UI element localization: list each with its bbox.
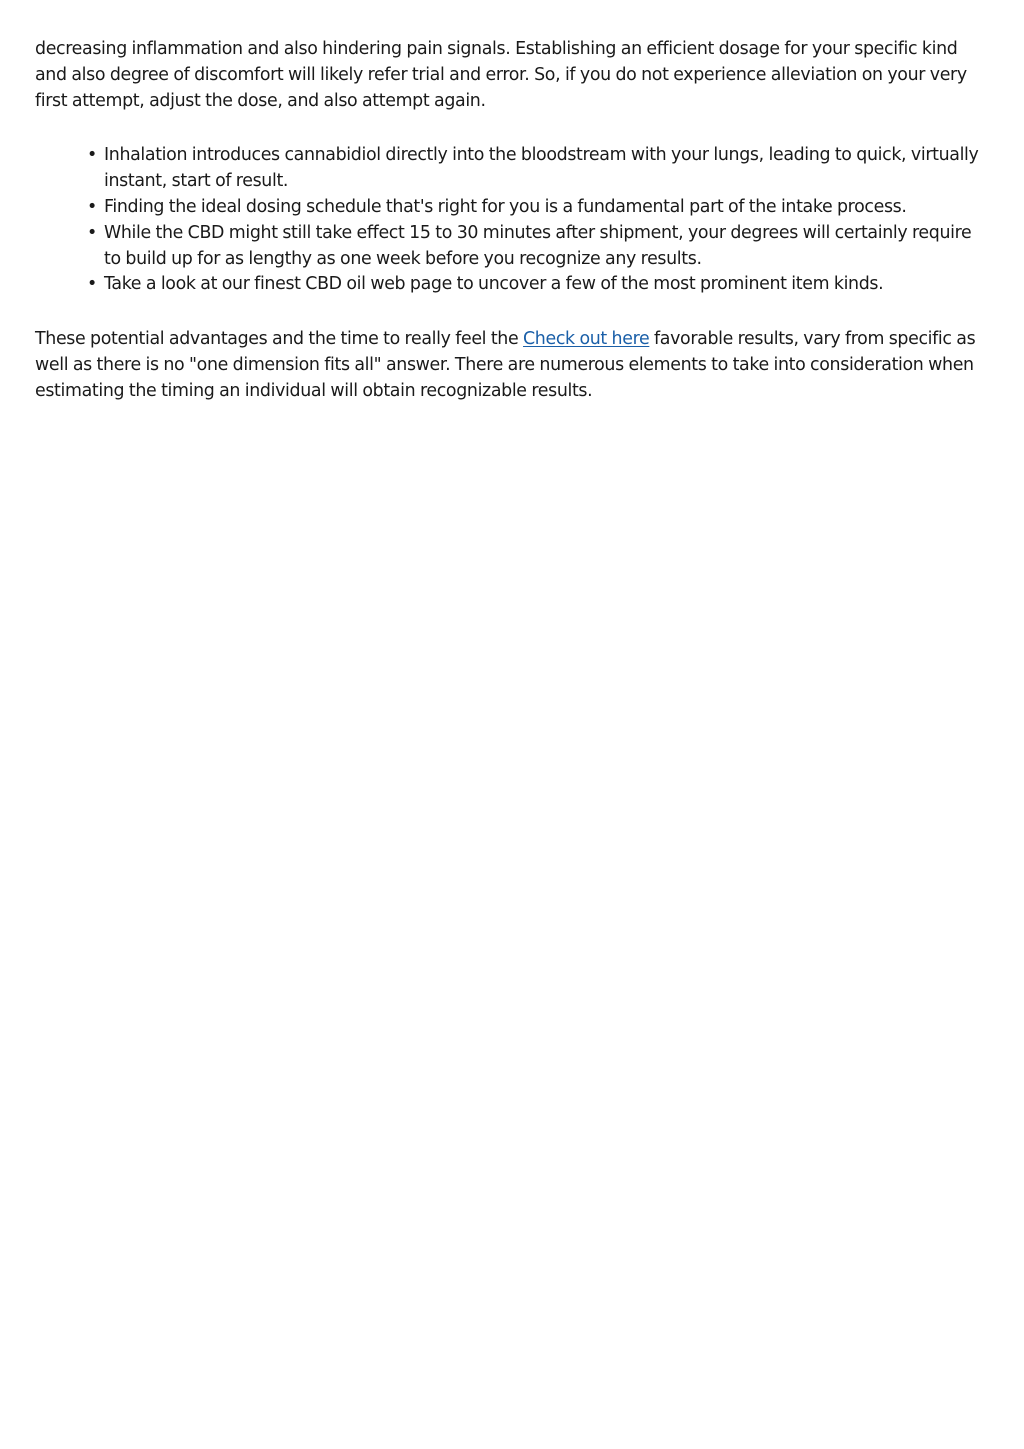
closing-paragraph [35, 327, 985, 404]
bullet-list [35, 143, 985, 298]
closing-text-after-link: favorable results, vary from specific as well as there is no "one dimension fits all" answer. There are numerous elements to take into consideration when estimating the timing an individual will obtain recognizable results. [35, 329, 976, 401]
list-item: • Finding the ideal dosing schedule that's right for you is a fundamental part of the intake process. [104, 195, 985, 221]
intro-paragraph: decreasing inflammation and also hindering pain signals. Establishing an efficient dosage for your specific kind and also degree of discomfort will likely refer trial and error. So, if you do not experience alleviation on your very first attempt, adjust the dose, and also attempt again. [35, 39, 967, 111]
list-item: • Inhalation introduces cannabidiol directly into the bloodstream with your lungs, leading to quick, virtually instant, start of result. [104, 143, 985, 195]
document-page [35, 37, 985, 405]
check-out-here-link[interactable]: Check out here [523, 329, 650, 350]
list-item: • Take a look at our finest CBD oil web page to uncover a few of the most prominent item kinds. [104, 272, 985, 298]
closing-text-before-link: These potential advantages and the time to really feel the [35, 329, 524, 350]
list-item: • While the CBD might still take effect 15 to 30 minutes after shipment, your degrees will certainly require to build up for as lengthy as one week before you recognize any results. [104, 221, 985, 273]
